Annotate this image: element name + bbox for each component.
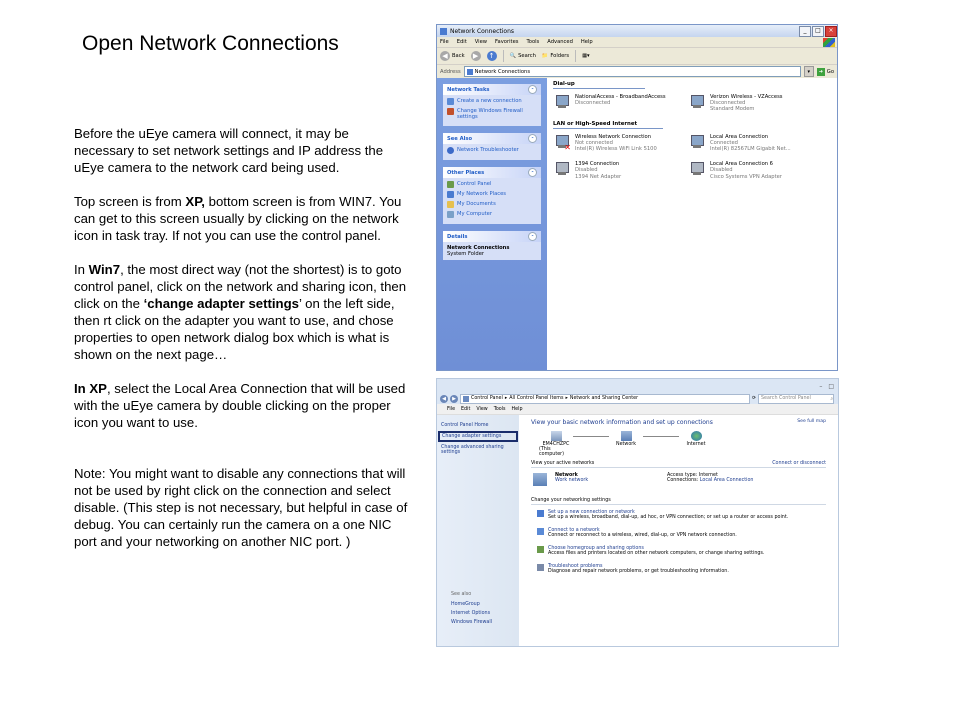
win7-network-sharing-window: [436, 378, 839, 647]
forward-button[interactable]: ▶: [450, 395, 458, 403]
forward-button[interactable]: ▶: [471, 51, 481, 61]
active-network: Network Work network Access type: Internet Connections: Local Area Connection: [533, 473, 826, 486]
help-icon: [447, 147, 454, 154]
menu-edit[interactable]: Edit: [456, 39, 467, 45]
collapse-icon[interactable]: ⌃: [528, 168, 537, 177]
collapse-icon[interactable]: ⌃: [528, 232, 537, 241]
control-panel-icon: [447, 181, 454, 188]
change-adapter-settings-link[interactable]: Change adapter settings: [438, 431, 518, 442]
computer-icon: [551, 431, 562, 441]
win7-menu-bar: [437, 404, 838, 415]
connection-item[interactable]: Local Area Connection 6 Disabled Cisco Systems VPN Adapter: [688, 161, 823, 180]
address-dropdown[interactable]: ▾: [804, 66, 814, 77]
wireless-connection-icon: ✕: [553, 134, 571, 152]
homegroup-icon: [537, 546, 544, 553]
win7-caption-bar: [437, 379, 838, 393]
new-connection-icon: [537, 510, 544, 517]
paragraph-xp: In XP, select the Local Area Connection that will be used with the uEye camera by double clicking on the proper icon you want to use.: [74, 381, 406, 430]
change-settings-label: Change your networking settings: [531, 498, 611, 503]
group-heading-lan: LAN or High-Speed Internet: [553, 121, 663, 129]
details-panel: [443, 231, 541, 260]
network-bench-icon: [533, 473, 547, 486]
see-full-map-link[interactable]: See full map: [797, 419, 826, 424]
control-panel-link[interactable]: Control Panel: [447, 181, 537, 188]
connection-item[interactable]: Verizon Wireless - VZAccess Disconnected Standard Modem: [688, 94, 823, 113]
windows-firewall-link[interactable]: Windows Firewall: [451, 620, 493, 625]
network-icon: [621, 431, 632, 441]
firewall-settings-link[interactable]: Change Windows Firewall settings: [447, 108, 537, 120]
search-icon: 🔍: [509, 53, 517, 59]
back-button[interactable]: ◀ Back: [440, 51, 465, 61]
network-node: Network: [609, 431, 643, 447]
xp-window-title: Network Connections: [450, 27, 515, 35]
back-button[interactable]: ◀: [440, 395, 448, 403]
refresh-icon[interactable]: ⟳: [751, 396, 756, 401]
network-places-icon: [447, 191, 454, 198]
troubleshooter-link[interactable]: Network Troubleshooter: [447, 147, 537, 154]
panel-header[interactable]: Other Places ⌃: [443, 167, 541, 178]
see-also-panel: [443, 133, 541, 160]
up-folder-button[interactable]: ↑: [487, 51, 497, 61]
menu-file[interactable]: File: [447, 406, 456, 412]
globe-icon: [691, 431, 702, 441]
new-connection-icon: [447, 98, 454, 105]
my-computer-link[interactable]: My Computer: [447, 211, 537, 218]
connect-icon: [537, 528, 544, 535]
network-folder-icon: [467, 69, 473, 75]
documents-folder-icon: [447, 201, 454, 208]
paragraph-note: Note: You might want to disable any connections that will not be used by right click on the connection and select disable. (This step is not necessary, but helpful in case of debug. You can certainly run the camera on a one NIC port and your networking on another NIC port. ): [74, 466, 408, 549]
create-connection-link[interactable]: Create a new connection: [447, 98, 537, 105]
troubleshoot-icon: [537, 564, 544, 571]
instructions-text: [74, 125, 410, 567]
see-also-heading: See also: [451, 592, 472, 597]
network-name: Network: [555, 473, 578, 478]
panel-header[interactable]: See Also ⌃: [443, 133, 541, 144]
connection-item[interactable]: Local Area Connection Connected Intel(R) 82567LM Gigabit Net...: [688, 134, 823, 153]
control-panel-home-link[interactable]: Control Panel Home: [441, 423, 489, 428]
this-computer-node: EM4CHZPC (This computer): [539, 431, 573, 457]
search-input[interactable]: Search Control Panel ⌕: [758, 394, 834, 404]
connection-item[interactable]: 1394 Connection Disabled 1394 Net Adapter: [553, 161, 688, 180]
my-documents-link[interactable]: My Documents: [447, 201, 537, 208]
modem-connection-icon: [553, 94, 571, 112]
network-tasks-panel: [443, 84, 541, 126]
computer-icon: [447, 211, 454, 218]
menu-help[interactable]: Help: [580, 39, 593, 45]
panel-header[interactable]: Network Tasks ⌃: [443, 84, 541, 95]
active-networks-label: View your active networks: [531, 461, 595, 466]
internet-node: Internet: [679, 431, 713, 447]
internet-options-link[interactable]: Internet Options: [451, 611, 491, 616]
page-heading: View your basic network information and set up connections: [531, 419, 713, 426]
menu-tools[interactable]: Tools: [493, 406, 506, 412]
lan-connection-icon: [688, 161, 706, 179]
collapse-icon[interactable]: ⌃: [528, 134, 537, 143]
xp-toolbar: [437, 48, 837, 65]
menu-view[interactable]: View: [476, 406, 488, 412]
details-name: Network Connections: [447, 245, 510, 251]
maximize-button[interactable]: □: [828, 382, 834, 390]
xp-menu-bar: [437, 37, 837, 48]
menu-help[interactable]: Help: [511, 406, 523, 412]
xp-connections-list: [547, 78, 837, 370]
folders-button[interactable]: 📁 Folders: [541, 53, 570, 59]
back-arrow-icon: ◀: [440, 51, 450, 61]
address-label: Address: [440, 68, 461, 75]
task-troubleshoot[interactable]: Troubleshoot problems Diagnose and repair network problems, or get troubleshooting information.: [537, 564, 826, 574]
task-homegroup[interactable]: Choose homegroup and sharing options Access files and printers located on other network computers, or change sharing settings.: [537, 546, 826, 556]
search-icon: ⌕: [830, 396, 833, 402]
xp-network-connections-window: [436, 24, 838, 371]
advanced-sharing-link[interactable]: Change advanced sharing settings: [441, 445, 504, 455]
paragraph-intro: Before the uEye camera will connect, it may be necessary to set network settings and IP address the uEye camera to the network card being used.: [74, 126, 384, 175]
network-folder-icon: [440, 28, 447, 35]
win7-content: [519, 415, 838, 647]
breadcrumb[interactable]: Control Panel ▸ All Control Panel Items ▸ Network and Sharing Center: [460, 394, 750, 404]
minimize-button[interactable]: _: [799, 26, 811, 37]
slide-title: Open Network Connections: [82, 32, 339, 55]
menu-tools[interactable]: Tools: [526, 39, 540, 45]
menu-file[interactable]: File: [440, 39, 449, 45]
paragraph-screens: Top screen is from XP, bottom screen is from WIN7. You can get to this screen usually by clicking on the network icon in task tray. If not you can use the control panel.: [74, 194, 402, 243]
network-type-link[interactable]: Work network: [555, 478, 589, 483]
local-area-connection-link[interactable]: Local Area Connection: [699, 478, 754, 483]
go-arrow-icon: ➜: [818, 68, 823, 75]
modem-connection-icon: [688, 94, 706, 112]
connection-item[interactable]: NationalAccess - BroadbandAccess Disconnected: [553, 94, 688, 113]
lan-connection-icon: [688, 134, 706, 152]
address-field[interactable]: Network Connections: [464, 66, 801, 77]
other-places-panel: [443, 167, 541, 224]
task-setup-connection[interactable]: Set up a new connection or network Set up a wireless, broadband, dial-up, ad hoc, or VPN connection; or set up a router or access point.: [537, 510, 826, 520]
xp-task-pane: [437, 78, 547, 370]
collapse-icon[interactable]: ⌃: [528, 85, 537, 94]
group-heading-dialup: Dial-up: [553, 81, 645, 89]
windows-flag-icon: [823, 38, 835, 47]
win7-nav-bar: [437, 393, 838, 404]
xp-address-bar: [437, 65, 837, 79]
search-button[interactable]: 🔍 Search: [509, 53, 536, 59]
network-map: [539, 431, 826, 457]
minimize-button[interactable]: –: [819, 382, 823, 390]
win7-left-pane: [437, 415, 519, 647]
menu-advanced[interactable]: Advanced: [547, 39, 573, 45]
panel-header[interactable]: Details ⌃: [443, 231, 541, 242]
close-button[interactable]: ×: [825, 26, 837, 37]
lan-connection-icon: [553, 161, 571, 179]
folders-icon: 📁: [541, 53, 549, 59]
connect-disconnect-link[interactable]: Connect or disconnect: [772, 461, 826, 466]
paragraph-win7: In Win7, the most direct way (not the shortest) is to goto control panel, click on the network and sharing icon, then click on the ‘change adapter settings’ on the left side, then rt click on the adapter you want to use, and chose properties to open network dialog box which is what is shown on the next page…: [74, 262, 407, 362]
xp-title-bar: [437, 25, 837, 37]
views-button[interactable]: ▦▾: [582, 53, 590, 59]
menu-view[interactable]: View: [474, 39, 488, 45]
connection-item[interactable]: ✕ Wireless Network Connection Not connected Intel(R) Wireless WiFi Link 5100: [553, 134, 688, 153]
homegroup-link[interactable]: HomeGroup: [451, 602, 480, 607]
go-button[interactable]: ➜ Go: [818, 68, 834, 75]
firewall-icon: [447, 108, 454, 115]
menu-favorites[interactable]: Favorites: [495, 39, 519, 45]
control-panel-icon: [463, 396, 469, 402]
details-type: System Folder: [447, 251, 485, 257]
task-connect-network[interactable]: Connect to a network Connect or reconnect to a wireless, wired, dial-up, or VPN network connection.: [537, 528, 826, 538]
maximize-button[interactable]: □: [812, 26, 824, 37]
network-places-link[interactable]: My Network Places: [447, 191, 537, 198]
menu-edit[interactable]: Edit: [461, 406, 471, 412]
